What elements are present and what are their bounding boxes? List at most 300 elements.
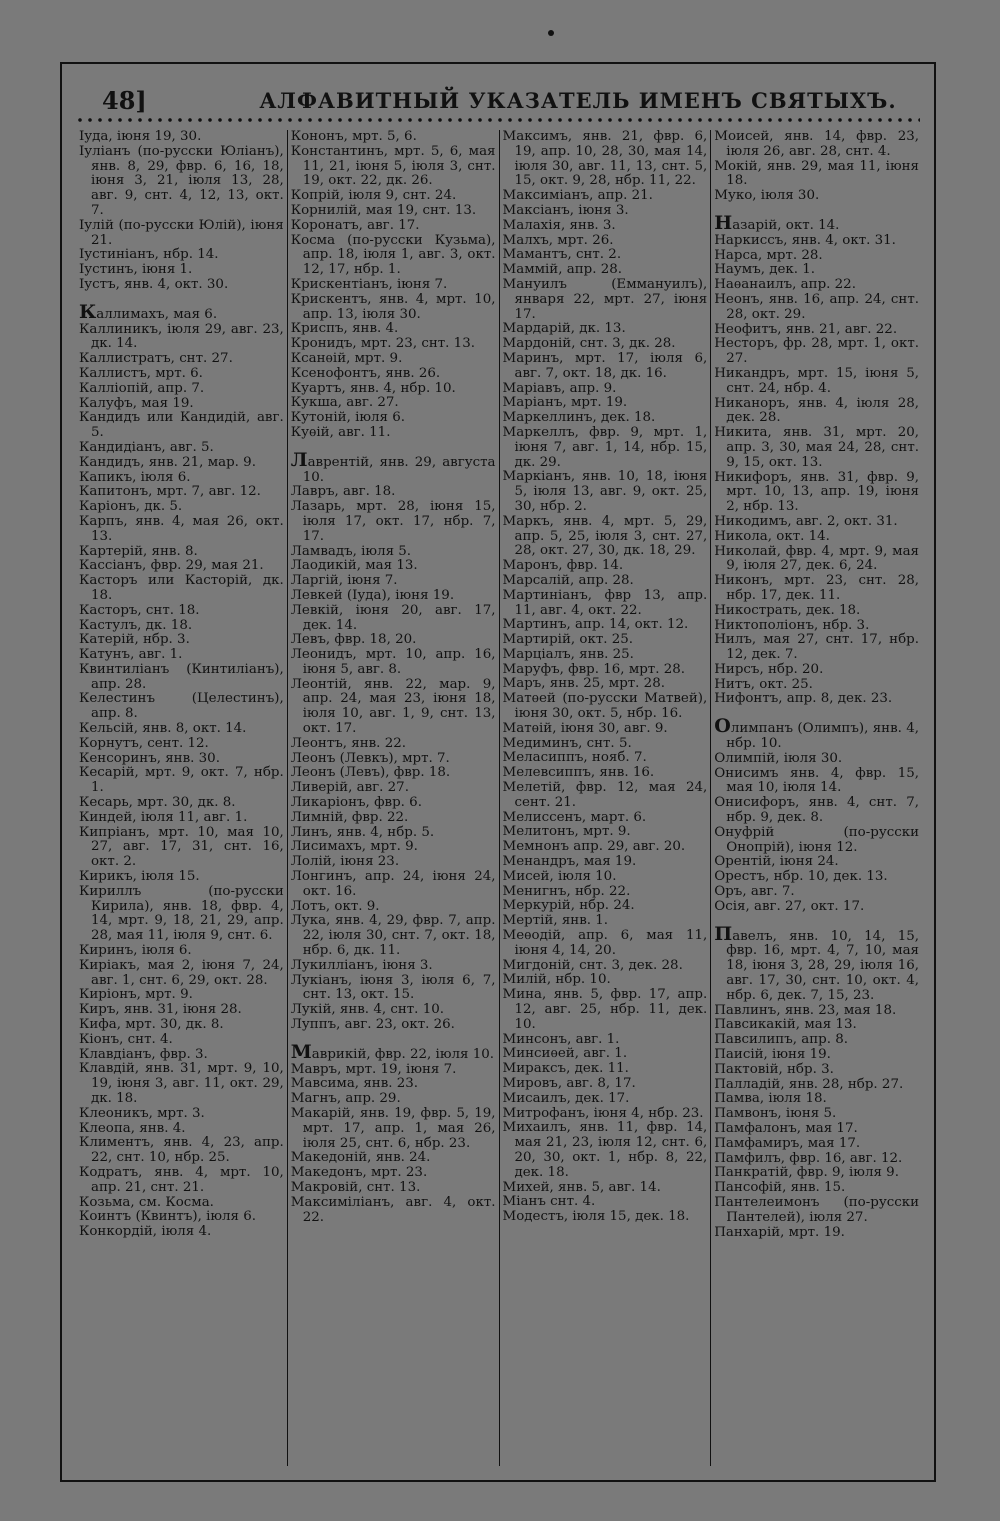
index-entry-text: Матѳей (по-русски Матвей), іюня 30, окт. 5, нбр. 16. <box>502 691 708 722</box>
index-entry <box>503 1033 708 1048</box>
index-entry <box>79 367 284 382</box>
index-entry-text: Лукіанъ, іюня 3, іюля 6, 7, снт. 13, окт. 15. <box>290 972 496 1003</box>
index-entry-text: Кипріанъ, мрт. 10, мая 10, 27, авг. 17, 31, снт. 16, окт. 2. <box>79 824 284 870</box>
index-entry-text: Модестъ, іюля 15, дек. 18. <box>502 1209 690 1225</box>
running-head: АЛФАВИТНЫЙ УКАЗАТЕЛЬ ИМЕНЪ СВЯТЫХЪ. <box>259 88 897 113</box>
index-entry-text: Македонъ, мрт. 23. <box>290 1165 428 1181</box>
index-entry-text: Мисей, іюля 10. <box>502 868 617 884</box>
index-entry-text: Іустинъ, іюня 1. <box>79 262 193 278</box>
index-entry <box>714 189 919 204</box>
index-entry-text: Козьма, см. Косма. <box>79 1194 214 1210</box>
index-entry-text: Марсалій, апр. 28. <box>502 572 634 588</box>
index-entry-text: Нирсъ, нбр. 20. <box>714 661 824 677</box>
index-entry-text: Медиминъ, снт. 5. <box>502 735 632 751</box>
index-entry-text: Кіонъ, снт. 4. <box>79 1031 173 1047</box>
index-entry-text: Кириллъ (по-русски Кирила), янв. 18, фвр. 4, 14, мрт. 9, 18, 21, 29, апр. 28, мая 11, іюля 9, снт. 6. <box>79 883 284 944</box>
index-entry <box>79 545 284 560</box>
index-entry <box>79 1033 284 1048</box>
index-entry <box>79 1048 284 1063</box>
index-entry <box>79 1062 284 1106</box>
index-entry <box>291 426 496 441</box>
index-entry <box>714 263 919 278</box>
index-entry <box>503 337 708 352</box>
index-entry <box>714 870 919 885</box>
index-entry-text: Лазарь, мрт. 28, іюня 15, іюля 17, окт. 17, нбр. 7, 17. <box>290 499 496 544</box>
index-entry-text: Луппъ, авг. 23, окт. 26. <box>290 1017 455 1033</box>
index-entry-text: Каллиникъ, іюля 29, авг. 23, дк. 14. <box>79 321 284 352</box>
index-entry <box>79 471 284 486</box>
index-entry <box>79 515 284 545</box>
index-entry-text: азарій, окт. 14. <box>732 217 840 233</box>
index-entry-text: Іулій (по-русски Юлій), іюня 21. <box>79 217 284 248</box>
index-entry-text: Кесарь, мрт. 30, дк. 8. <box>79 795 236 811</box>
index-entry <box>714 692 919 707</box>
index-entry-text: Ксенофонтъ, янв. 26. <box>290 365 441 381</box>
index-entry-text: Леонидъ, мрт. 10, апр. 16, іюня 5, авг. 8. <box>290 647 496 677</box>
index-entry <box>79 248 284 263</box>
index-entry <box>714 826 919 856</box>
index-entry <box>79 500 284 515</box>
index-entry <box>714 1122 919 1137</box>
index-entry <box>291 234 496 278</box>
index-entry-text: Мануилъ (Еммануилъ), января 22, мрт. 27, іюня 17. <box>502 276 708 322</box>
index-entry-text: Мелевсиппъ, янв. 16. <box>502 765 655 781</box>
index-entry-text: Минсонъ, авг. 1. <box>502 1031 620 1047</box>
index-entry <box>503 248 708 263</box>
index-entry <box>503 692 708 722</box>
index-entry <box>503 988 708 1032</box>
index-entry-text: Никтополіонъ, нбр. 3. <box>714 617 870 633</box>
index-entry-text: Наумъ, дек. 1. <box>714 262 816 278</box>
index-entry <box>503 870 708 885</box>
index-entry-text: аврикій, фвр. 22, іюля 10. <box>311 1046 495 1062</box>
index-entry <box>79 441 284 456</box>
index-entry-text: Ларгій, іюня 7. <box>290 573 398 589</box>
index-entry-text: Меркурій, нбр. 24. <box>502 898 635 914</box>
section-initial: Н <box>714 211 733 234</box>
index-entry <box>714 1137 919 1152</box>
index-entry <box>503 1062 708 1077</box>
index-entry-text: Памвонъ, іюня 5. <box>714 1106 837 1122</box>
index-entry <box>291 1181 496 1196</box>
index-entry <box>291 633 496 648</box>
ink-dot <box>548 30 554 36</box>
index-entry <box>714 130 919 160</box>
index-entry <box>714 323 919 338</box>
index-entry-text: Осія, авг. 27, окт. 17. <box>714 898 865 914</box>
index-entry-text: Мамантъ, снт. 2. <box>502 247 622 263</box>
index-entry-text: Мавръ, мрт. 19, іюня 7. <box>290 1061 457 1077</box>
index-entry <box>714 752 919 767</box>
index-entry <box>714 922 919 1004</box>
index-entry-text: Кельсій, янв. 8, окт. 14. <box>79 721 247 737</box>
index-entry-text: Мартирій, окт. 25. <box>502 632 634 648</box>
index-entry <box>291 337 496 352</box>
index-entry <box>79 278 284 293</box>
index-entry-text: Михей, янв. 5, авг. 14. <box>502 1179 661 1195</box>
index-entry <box>291 781 496 796</box>
index-entry-text: Кастулъ, дк. 18. <box>79 617 193 633</box>
index-entry-text: Лука, янв. 4, 29, фвр. 7, апр. 22, іюля 30, снт. 7, окт. 18, нбр. 6, дк. 11. <box>290 913 496 959</box>
index-entry-text: Копрій, іюля 9, снт. 24. <box>290 188 457 204</box>
index-entry-text: Кандидъ, янв. 21, мар. 9. <box>79 454 256 470</box>
index-entry-text: Михаилъ, янв. 11, фвр. 14, мая 21, 23, іюля 12, снт. 6, 20, 30, окт. 1, нбр. 8, 22, дек. 18. <box>502 1120 708 1180</box>
index-entry <box>503 722 708 737</box>
index-entry-text: Пансофій, янв. 15. <box>714 1180 846 1196</box>
index-entry <box>714 397 919 427</box>
index-entry-text: Наркиссъ, янв. 4, окт. 31. <box>714 232 896 248</box>
index-entry-text: Панхарій, мрт. 19. <box>714 1224 845 1240</box>
index-entry-text: Кукша, авг. 27. <box>290 395 399 411</box>
index-entry <box>291 574 496 589</box>
index-entry <box>79 1136 284 1166</box>
index-entry <box>291 855 496 870</box>
index-entry <box>79 1166 284 1196</box>
index-entry <box>79 988 284 1003</box>
index-entry-text: Мигдоній, снт. 3, дек. 28. <box>502 957 683 973</box>
index-entry <box>503 663 708 678</box>
index-entry <box>503 885 708 900</box>
index-entry <box>714 160 919 190</box>
index-entry-text: Маріавъ, апр. 9. <box>502 380 617 396</box>
index-entry <box>291 500 496 544</box>
index-entry-text: Кифа, мрт. 30, дк. 8. <box>79 1017 224 1033</box>
index-entry-text: Криспъ, янв. 4. <box>290 321 399 337</box>
index-entry <box>79 574 284 604</box>
index-entry-text: Мокій, янв. 29, мая 11, іюня 18. <box>714 158 919 189</box>
index-entry-text: лимпанъ (Олимпъ), янв. 4, нбр. 10. <box>726 721 919 752</box>
index-entry <box>291 1092 496 1107</box>
index-entry-text: Мардоній, снт. 3, дк. 28. <box>502 336 676 352</box>
index-entry-text: Касторъ или Касторій, дк. 18. <box>79 573 284 603</box>
index-column-1 <box>76 130 288 1466</box>
index-entry-text: Маріанъ, мрт. 19. <box>502 395 628 411</box>
index-entry-text: Матѳій, іюня 30, авг. 9. <box>502 720 668 736</box>
index-entry-text: Максиміанъ, апр. 21. <box>502 188 653 204</box>
index-entry <box>79 1003 284 1018</box>
index-entry-text: Маринъ, мрт. 17, іюля 6, авг. 7, окт. 18, дк. 16. <box>502 350 708 381</box>
index-entry <box>503 1210 708 1225</box>
index-entry <box>503 352 708 382</box>
index-entry-text: Картерій, янв. 8. <box>79 543 198 559</box>
index-entry-text: Памфалонъ, мая 17. <box>714 1121 858 1136</box>
index-entry <box>79 1018 284 1033</box>
page-frame <box>60 62 936 1482</box>
index-entry-text: Карпъ, янв. 4, мая 26, окт. 13. <box>79 513 284 544</box>
index-entry-text: Капитонъ, мрт. 7, авг. 12. <box>79 484 261 500</box>
index-entry-text: Кононъ, мрт. 5, 6. <box>290 130 417 144</box>
index-entry-text: Мелитонъ, мрт. 9. <box>502 824 631 840</box>
index-entry <box>291 840 496 855</box>
index-entry-text: Клеопа, янв. 4. <box>79 1120 186 1136</box>
index-entry <box>79 722 284 737</box>
index-entry-text: авелъ, янв. 10, 14, 15, фвр. 16, мрт. 4, 7, 10, мая 18, іюня 3, 28, 29, іюля 16, авг. 17, 30, снт. 10, окт. 4, нбр. 6, дек. 7, 15, 23. <box>726 928 919 1003</box>
index-entry-text: Мемнонъ апр. 29, авг. 20. <box>502 839 686 855</box>
index-entry-text: Павлинъ, янв. 23, мая 18. <box>714 1002 897 1018</box>
index-entry <box>714 767 919 797</box>
index-entry-text: Лукій, янв. 4, снт. 10. <box>290 1002 444 1018</box>
index-entry-text: Мавсима, янв. 23. <box>290 1076 419 1092</box>
index-entry-text: Македоній, янв. 24. <box>290 1150 431 1166</box>
index-entry <box>503 914 708 929</box>
section-initial: Л <box>290 448 308 471</box>
index-entry-text: Неофитъ, янв. 21, авг. 22. <box>714 321 898 337</box>
index-entry <box>79 811 284 826</box>
index-entry <box>79 145 284 219</box>
index-entry-text: Кодратъ, янв. 4, мрт. 10, апр. 21, снт. 21. <box>79 1164 284 1195</box>
index-entry-text: Іустиніанъ, нбр. 14. <box>79 247 219 263</box>
index-entry <box>714 426 919 470</box>
index-entry-text: Николай, фвр. 4, мрт. 9, мая 9, іюля 27, дек. 6, 24. <box>714 543 919 574</box>
index-entry <box>714 545 919 575</box>
index-entry <box>79 263 284 278</box>
index-entry <box>714 1004 919 1019</box>
index-entry <box>79 130 284 145</box>
index-entry <box>291 559 496 574</box>
index-entry-text: Лаодикій, мая 13. <box>290 558 418 574</box>
index-entry <box>291 1018 496 1033</box>
index-entry-text: Ливерій, авг. 27. <box>290 780 409 796</box>
index-entry-text: Макарій, янв. 19, фвр. 5, 19, мрт. 17, апр. 1, мая 26, іюля 25, снт. 6, нбр. 23. <box>290 1106 496 1151</box>
index-entry-text: Максіанъ, іюня 3. <box>502 202 629 218</box>
index-entry <box>291 870 496 900</box>
index-entry <box>291 396 496 411</box>
index-entry <box>503 781 708 811</box>
index-entry-text: Панкратій, фвр. 9, іюля 9. <box>714 1165 899 1181</box>
index-entry <box>503 618 708 633</box>
index-entry-text: Міанъ снт. 4. <box>502 1194 596 1210</box>
index-entry <box>79 648 284 663</box>
index-entry-text: Никандръ, мрт. 15, іюня 5, снт. 24, нбр. 4. <box>714 365 919 396</box>
index-entry-text: Леонъ (Левъ), фвр. 18. <box>290 765 451 781</box>
index-column-2 <box>288 130 500 1466</box>
index-entry <box>714 1078 919 1093</box>
index-entry <box>290 448 496 486</box>
index-entry-text: Мертій, янв. 1. <box>502 913 609 929</box>
section-initial: П <box>714 922 733 945</box>
index-entry <box>503 825 708 840</box>
index-entry-text: Конкордій, іюля 4. <box>79 1224 212 1240</box>
index-entry <box>503 1107 708 1122</box>
ornamental-rule <box>76 116 920 124</box>
index-entry <box>291 382 496 397</box>
index-entry-text: Мелиссенъ, март. 6. <box>502 809 647 825</box>
index-entry <box>503 574 708 589</box>
index-entry-text: Маръ, янв. 25, мрт. 28. <box>502 676 665 692</box>
index-entry <box>714 337 919 367</box>
index-entry <box>503 973 708 988</box>
index-entry <box>79 397 284 412</box>
section-initial: К <box>79 300 97 323</box>
index-entry <box>714 900 919 915</box>
index-entry <box>714 574 919 604</box>
index-entry-text: Лонгинъ, апр. 24, іюня 24, окт. 16. <box>290 869 496 899</box>
index-entry <box>714 515 919 530</box>
index-entry-text: Ликаріонъ, фвр. 6. <box>290 795 422 811</box>
index-entry <box>503 1181 708 1196</box>
index-entry-text: Корнилій, мая 19, снт. 13. <box>290 202 477 218</box>
index-entry-text: Менигнъ, нбр. 22. <box>502 883 631 899</box>
index-entry-text: Клавдій, янв. 31, мрт. 9, 10, 19, іюня 3, авг. 11, окт. 29, дк. 18. <box>79 1061 284 1106</box>
index-entry-text: Каллистратъ, снт. 27. <box>79 351 233 367</box>
index-entry <box>714 796 919 826</box>
index-entry <box>714 715 919 752</box>
index-entry <box>714 855 919 870</box>
index-entry <box>291 648 496 678</box>
index-entry-text: Крискентъ, янв. 4, мрт. 10, апр. 13, іюля 30. <box>290 291 496 322</box>
index-entry-text: Киринъ, іюля 6. <box>79 943 192 959</box>
index-entry-text: Капикъ, іюля 6. <box>79 469 191 485</box>
index-entry <box>714 211 919 234</box>
index-entry <box>503 411 708 426</box>
index-entry <box>714 1196 919 1226</box>
index-entry <box>714 1166 919 1181</box>
index-entry-text: Нарса, мрт. 28. <box>714 247 823 263</box>
index-entry-text: Меласиппъ, нояб. 7. <box>502 750 647 766</box>
index-entry-text: Макровій, снт. 13. <box>290 1179 421 1195</box>
index-entry-text: Левъ, фвр. 18, 20. <box>290 632 417 648</box>
index-entry-text: Кутоній, іюля 6. <box>290 410 406 426</box>
index-entry <box>291 411 496 426</box>
index-entry-text: Мина, янв. 5, фвр. 17, апр. 12, авг. 25, нбр. 11, дек. 10. <box>502 987 708 1032</box>
index-entry-text: Минсиѳей, авг. 1. <box>502 1046 628 1062</box>
index-entry-text: Крискентіанъ, іюня 7. <box>290 276 448 292</box>
index-entry-text: Митрофанъ, іюня 4, нбр. 23. <box>502 1105 704 1121</box>
index-entry-text: Каріонъ, дк. 5. <box>79 499 183 515</box>
index-entry <box>714 663 919 678</box>
index-entry <box>503 840 708 855</box>
index-entry <box>291 1077 496 1092</box>
index-entry <box>503 1195 708 1210</box>
index-entry-text: Куѳій, авг. 11. <box>290 424 391 440</box>
index-entry <box>291 278 496 293</box>
index-entry <box>291 189 496 204</box>
index-entry-text: Магнъ, апр. 29. <box>290 1091 401 1107</box>
index-column-3 <box>500 130 712 1466</box>
index-entry <box>79 300 284 323</box>
index-entry-text: Мартиніанъ, фвр 13, апр. 11, авг. 4, окт. 22. <box>502 587 708 618</box>
index-entry-text: Іустъ, янв. 4, окт. 30. <box>79 276 229 292</box>
index-entry-text: Онуфрій (по-русски Онопрій), іюня 12. <box>714 824 919 855</box>
index-entry-text: Кандидіанъ, авг. 5. <box>79 439 214 455</box>
index-entry-text: Орентій, іюня 24. <box>714 854 839 870</box>
index-entry <box>503 278 708 322</box>
index-entry <box>503 1077 708 1092</box>
index-entry-text: Памфилъ, фвр. 16, авг. 12. <box>714 1150 903 1166</box>
index-entry-text: Леонтъ, янв. 22. <box>290 735 406 751</box>
index-entry-text: Корнутъ, сент. 12. <box>79 735 209 751</box>
index-entry <box>291 1063 496 1078</box>
index-entry <box>714 234 919 249</box>
index-entry-text: Павсилипъ, апр. 8. <box>714 1032 849 1048</box>
index-entry <box>79 1225 284 1240</box>
index-entry <box>291 737 496 752</box>
index-entry <box>503 189 708 204</box>
index-entry-text: Киріакъ, мая 2, іюня 7, 24, авг. 1, снт. 6, 29, окт. 28. <box>79 957 284 988</box>
index-entry-text: Никодимъ, авг. 2, окт. 31. <box>714 513 898 529</box>
index-entry <box>79 826 284 870</box>
index-entry-text: Маркеллъ, фвр. 9, мрт. 1, іюня 7, авг. 1, 14, нбр. 15, дк. 29. <box>502 424 708 470</box>
index-entry <box>714 1063 919 1078</box>
index-entry-text: Милій, нбр. 10. <box>502 972 611 988</box>
section-initial: М <box>290 1040 312 1063</box>
index-entry <box>291 766 496 781</box>
index-entry <box>291 1166 496 1181</box>
index-entry <box>291 678 496 737</box>
index-entry-text: Катунъ, авг. 1. <box>79 647 183 663</box>
index-entry-text: Пактовій, нбр. 3. <box>714 1061 834 1077</box>
index-entry <box>503 855 708 870</box>
index-entry <box>714 1181 919 1196</box>
index-entry <box>291 1107 496 1151</box>
index-entry <box>79 1210 284 1225</box>
index-entry <box>291 322 496 337</box>
index-entry <box>291 900 496 915</box>
index-entry <box>503 811 708 826</box>
index-entry-text: Мардарій, дк. 13. <box>502 321 626 337</box>
index-entry-text: Пантелеимонъ (по-русски Пантелей), іюля 27. <box>714 1194 919 1225</box>
index-entry <box>290 1040 496 1063</box>
index-entry <box>291 367 496 382</box>
index-entry <box>503 322 708 337</box>
index-entry <box>79 752 284 767</box>
index-entry-text: Келестинъ (Целестинъ), апр. 8. <box>79 691 284 722</box>
index-entry <box>79 1196 284 1211</box>
index-entry-text: Малхъ, мрт. 26. <box>502 232 614 248</box>
index-entry <box>503 219 708 234</box>
index-entry <box>503 234 708 249</box>
index-entry-text: Каллистъ, мрт. 6. <box>79 365 203 381</box>
index-entry <box>503 1121 708 1180</box>
index-entry-text: Коронатъ, авг. 17. <box>290 217 420 233</box>
index-entry <box>79 766 284 796</box>
index-entry <box>503 515 708 559</box>
index-entry-text: Памва, іюля 18. <box>714 1091 827 1107</box>
index-entry <box>503 204 708 219</box>
index-entry-text: Константинъ, мрт. 5, 6, мая 11, 21, іюня 5, іюля 3, снт. 19, окт. 22, дк. 26. <box>290 143 496 189</box>
page-number: 48] <box>102 86 147 115</box>
index-entry-text: Кронидъ, мрт. 23, снт. 13. <box>290 336 475 352</box>
index-entry-text: Ксанѳій, мрт. 9. <box>290 350 403 366</box>
index-entry-text: Лимній, фвр. 22. <box>290 809 409 825</box>
index-entry <box>291 1196 496 1226</box>
index-entry-text: Малахія, янв. 3. <box>502 217 616 233</box>
index-entry-text: Мелетій, фвр. 12, мая 24, сент. 21. <box>502 780 708 810</box>
index-entry <box>714 1033 919 1048</box>
index-entry <box>79 663 284 693</box>
index-entry-text: Онисифоръ, янв. 4, снт. 7, нбр. 9, дек. 8. <box>714 795 919 826</box>
index-entry-text: Куартъ, янв. 4, нбр. 10. <box>290 380 456 396</box>
index-entry-text: Мисаилъ, дек. 17. <box>502 1090 630 1106</box>
index-entry <box>503 559 708 574</box>
index-entry <box>503 589 708 619</box>
index-entry-text: Нитъ, окт. 25. <box>714 676 813 692</box>
index-entry <box>79 796 284 811</box>
index-entry-text: Никострать, дек. 18. <box>714 602 861 618</box>
index-entry <box>291 604 496 634</box>
index-entry-text: Климентъ, янв. 4, 23, апр. 22, снт. 10, нбр. 25. <box>79 1135 284 1166</box>
index-entry-text: Левкій, іюня 20, авг. 17, дек. 14. <box>290 602 496 633</box>
index-entry <box>714 249 919 264</box>
index-entry-text: Маркіанъ, янв. 10, 18, іюня 5, іюля 13, авг. 9, окт. 25, 30, нбр. 2. <box>502 469 708 514</box>
index-entry <box>291 352 496 367</box>
index-entry <box>714 367 919 397</box>
index-entry-text: Клеоникъ, мрт. 3. <box>79 1105 205 1121</box>
index-entry <box>79 323 284 353</box>
index-entry-text: Кассіанъ, фвр. 29, мая 21. <box>79 558 264 574</box>
index-entry <box>79 959 284 989</box>
index-entry <box>503 648 708 663</box>
